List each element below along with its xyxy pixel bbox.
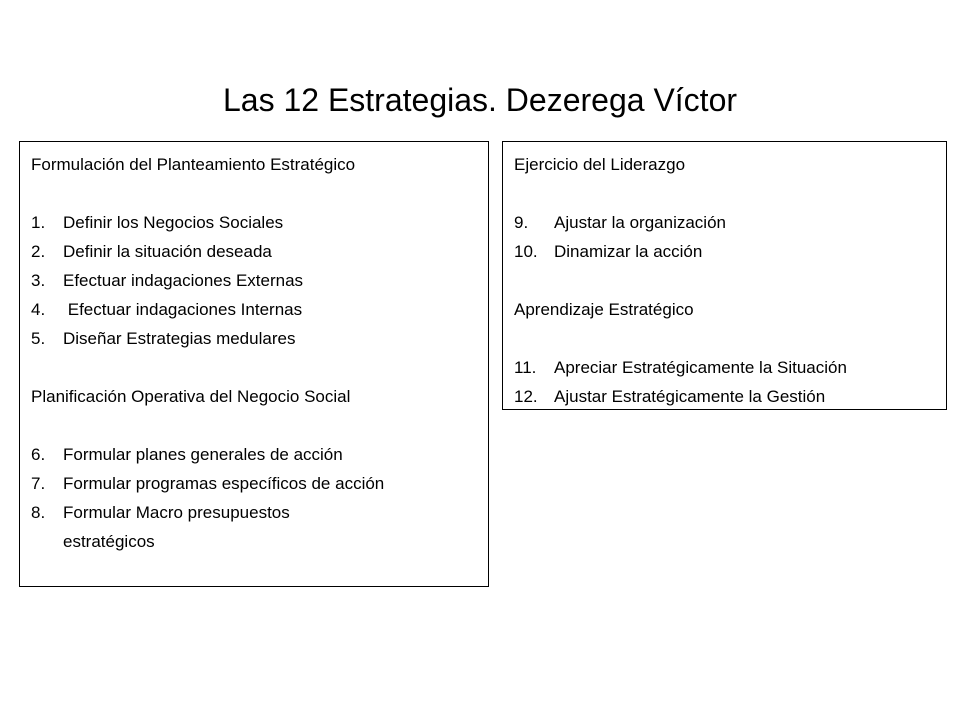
strategy-list-planificacion — [31, 440, 476, 556]
item-number: 12. — [514, 387, 538, 406]
item-number: 9. — [514, 213, 529, 232]
item-text: Formular Macro presupuestos estratégicos — [63, 503, 295, 551]
strategy-list-aprendizaje — [514, 353, 934, 411]
item-text: Ajustar la organización — [554, 213, 726, 232]
section-heading-planificacion: Planificación Operativa del Negocio Social — [31, 387, 351, 406]
section-heading-aprendizaje: Aprendizaje Estratégico — [514, 300, 694, 319]
strategy-box-left — [19, 141, 489, 587]
strategy-list-formulacion — [31, 208, 476, 353]
item-text: Ajustar Estratégicamente la Gestión — [554, 387, 826, 406]
item-number: 11. — [514, 358, 537, 377]
list-item — [31, 469, 476, 498]
item-number: 2. — [31, 242, 46, 261]
item-number: 6. — [31, 445, 46, 464]
list-item — [514, 382, 934, 411]
item-number: 8. — [31, 503, 46, 522]
item-number: 10. — [514, 242, 538, 261]
list-item — [31, 440, 476, 469]
slide-title: Las 12 Estrategias. Dezerega Víctor — [222, 82, 738, 118]
item-text: Efectuar indagaciones Internas — [63, 300, 303, 319]
list-item — [31, 237, 476, 266]
list-item — [31, 324, 476, 353]
list-item — [514, 208, 934, 237]
item-number: 3. — [31, 271, 46, 290]
list-item — [31, 295, 476, 324]
item-text: Diseñar Estrategias medulares — [63, 329, 296, 348]
strategy-box-right — [502, 141, 947, 410]
section-heading-formulacion: Formulación del Planteamiento Estratégico — [31, 155, 356, 174]
item-number: 7. — [31, 474, 46, 493]
list-item — [31, 266, 476, 295]
item-number: 5. — [31, 329, 46, 348]
item-text: Efectuar indagaciones Externas — [63, 271, 304, 290]
item-text: Dinamizar la acción — [554, 242, 703, 261]
item-text: Apreciar Estratégicamente la Situación — [554, 358, 847, 377]
item-text: Formular programas específicos de acción — [63, 474, 385, 493]
item-text: Definir los Negocios Sociales — [63, 213, 284, 232]
item-number: 4. — [31, 300, 46, 319]
item-text: Formular planes generales de acción — [63, 445, 343, 464]
list-item — [514, 237, 934, 266]
item-number: 1. — [31, 213, 46, 232]
section-heading-liderazgo: Ejercicio del Liderazgo — [514, 155, 686, 174]
item-text: Definir la situación deseada — [63, 242, 272, 261]
list-item — [31, 208, 476, 237]
strategy-list-liderazgo — [514, 208, 934, 266]
list-item — [31, 498, 476, 556]
list-item — [514, 353, 934, 382]
